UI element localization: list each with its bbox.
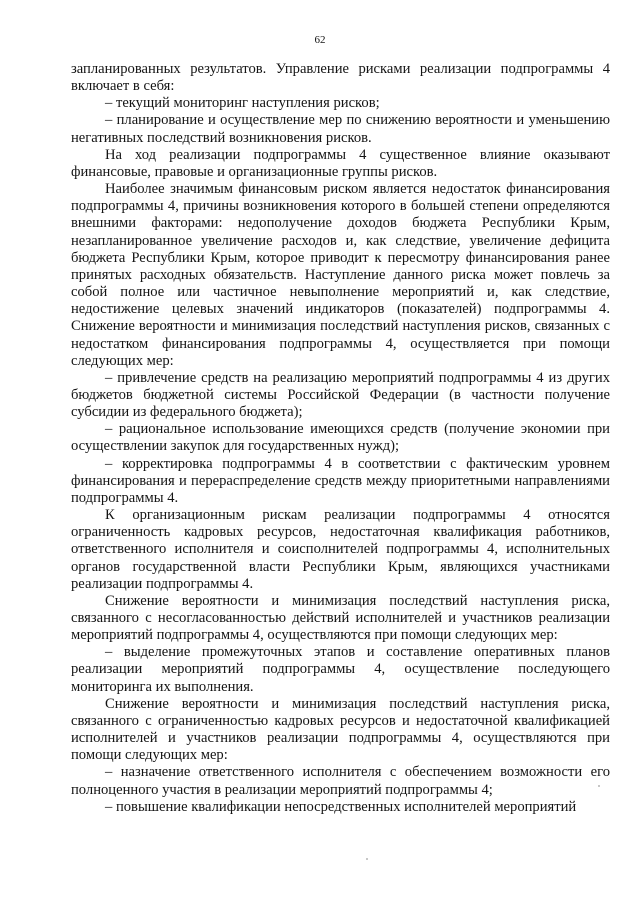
list-item-adjustment: – корректировка подпрограммы 4 в соответствии с фактическим уровнем финансирования и перераспределение средств между приоритетными направлениями подпрограммы 4. xyxy=(71,455,610,506)
list-item-planning: – планирование и осуществление мер по снижению вероятности и уменьшению негативных последствий возникновения рисков. xyxy=(71,112,610,146)
paragraph-risk-groups: На ход реализации подпрограммы 4 существенное влияние оказывают финансовые, правовые и организационные группы рисков. xyxy=(71,146,610,180)
list-item-monitoring: – текущий мониторинг наступления рисков; xyxy=(105,95,380,112)
scan-speck xyxy=(598,785,600,787)
list-item-attract-funds: – привлечение средств на реализацию мероприятий подпрограммы 4 из других бюджетов бюджетной системы Российской Федерации (в частности получение субсидии из федерального бюджета); xyxy=(71,369,610,421)
page-number: 62 xyxy=(314,34,326,46)
body-text xyxy=(71,61,610,816)
paragraph-coordination-risk: Снижение вероятности и минимизация последствий наступления риска, связанного с несогласованностью действий исполнителей и участников реализации мероприятий подпрограммы 4, осуществляются при помощи следующих мер: xyxy=(71,592,610,644)
list-item-qualification: – повышение квалификации непосредственных исполнителей мероприятий xyxy=(105,798,577,815)
paragraph-organizational-risks: К организационным рискам реализации подпрограммы 4 относятся ограниченность кадровых ресурсов, недостаточная квалификация работников, ответственного исполнителя и соисполнителей подпрограммы 4, исполнительных органов государственной власти Республики Крым, являющихся участниками реализации подпрограммы 4. xyxy=(71,507,610,592)
paragraph-staff-risk: Снижение вероятности и минимизация последствий наступления риска, связанного с ограниченностью кадровых ресурсов и недостаточной квалификацией исполнителей и участников реализации подпрограммы 4, осуществляются при помощи следующих мер: xyxy=(71,695,610,764)
paragraph-financial-risk: Наиболее значимым финансовым риском является недостаток финансирования подпрограммы 4, причины возникновения которого в большей степени определяются внешними факторами: недополучение доходов бюджета Республики Крым, незапланированное увеличение расходов и, как следствие, увеличение дефицита бюджета Республики Крым, которое приводит к пересмотру финансирования ранее принятых расходных обязательств. Наступление данного риска может повлечь за собой полное или частичное невыполнение мероприятий и, как следствие, недостижение целевых значений индикаторов (показателей) подпрограммы 4. Снижение вероятности и минимизация последствий наступления рисков, связанных с недостатком финансирования подпрограммы 4, осуществляется при помощи следующих мер: xyxy=(71,181,610,369)
list-item-rational-use: – рациональное использование имеющихся средств (получение экономии при осуществлении закупок для государственных нужд); xyxy=(71,421,610,455)
list-item-assign-executor: – назначение ответственного исполнителя с обеспечением возможности его полноценного участия в реализации мероприятий подпрограммы 4; xyxy=(71,764,610,798)
paragraph-intro: запланированных результатов. Управление рисками реализации подпрограммы 4 включает в себя: xyxy=(71,61,610,95)
scan-speck xyxy=(366,858,368,860)
list-item-interim-stages: – выделение промежуточных этапов и составление оперативных планов реализации мероприятий подпрограммы 4, осуществление последующего мониторинга их выполнения. xyxy=(71,644,610,695)
